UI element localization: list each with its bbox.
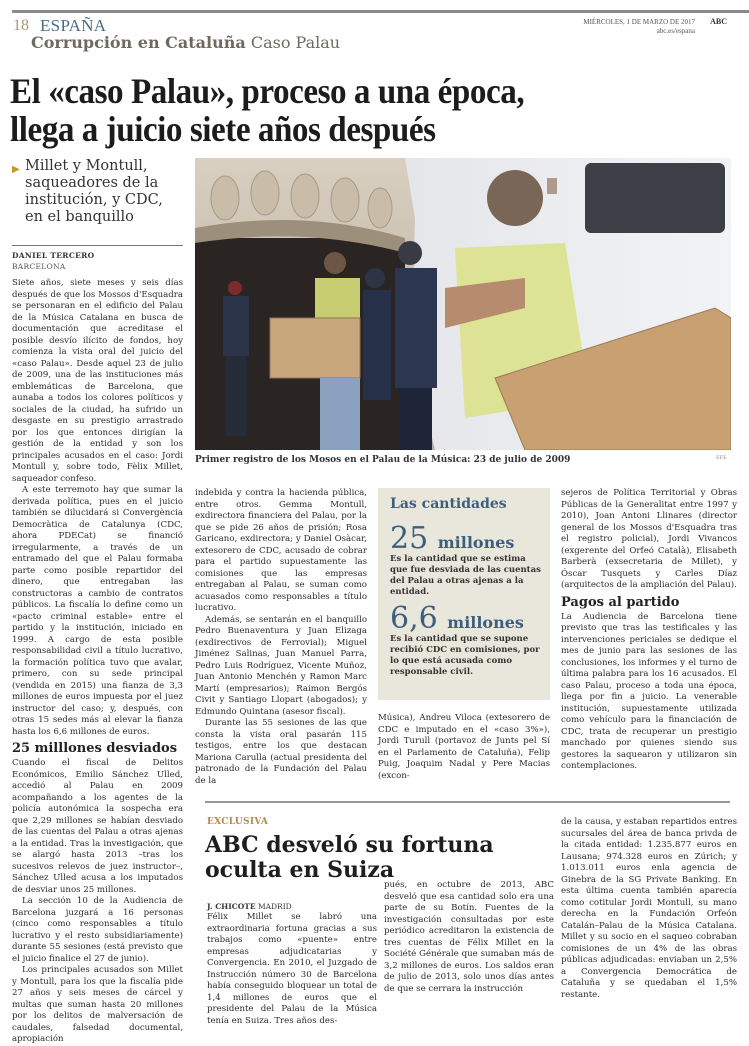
article-column-4 [561,488,737,773]
date-text: MIÉRCOLES, 1 DE MARZO DE 2017 [583,18,695,26]
article-column-3 [378,713,550,782]
news-photo[interactable] [195,158,731,450]
headline-line-2: llega a juicio siete años después [10,109,436,149]
url-text[interactable]: abc.es/espana [656,27,695,35]
sidebar-box [378,488,550,700]
section-name: ESPAÑA [40,16,107,35]
paragraph: indebida y contra la hacienda pública, entre otros. Gemma Montull, exdirectora financiera del Palau, por la que se pide 26 años de prisión; Rosa Garicano, exdirectora; y Daniel Osàcar, extesorero de CDC, acusado de cobrar para el partido supuestamente las comisiones que las empresas entregaban al Palau, se suman como acuasados como responsables a título lucrativo. [195,488,367,613]
subsection-rest: Caso Palau [245,33,341,52]
subhead: 25 milllones desviados [12,741,178,756]
figure-description: Es la cantidad que se estima que fue desviada de las cuentas del Palau a otras ajenas a la entidad. [390,554,541,597]
figure-description: Es la cantidad que se supone recibió CDC en comisiones, por lo que está acusada como responsable civil. [390,634,540,677]
paragraph: Siete años, siete meses y seis días después de que los Mossos d'Esquadra se personaran en el edificio del Palau de la Música Catalana en busca de documentación que acreditase el posible desvío ilícito de fondos, hoy comienza la vista oral del juicio del «caso Palau». Desde aquel 23 de julio de 2009, una de las instituciones más emblemáticas de Barcelona, que aunaba a todos los colores políticos y sociales de la ciudad, ha sufrido un desgaste en su prestigio arrastrado por los que entonces dirigían la gestión de la entidad y son los principales acusados en el caso: Jordi Montull y, sobre todo, Fèlix Millet, saqueador confeso. [12,278,183,484]
article-column-2 [195,488,367,787]
author: DANIEL TERCERO [12,251,95,260]
subhead: Pagos al partido [561,594,680,610]
headline-line-1: El «caso Palau», proceso a una época, [10,71,525,111]
kicker: EXCLUSIVA [207,817,269,827]
sidebar-figure [390,521,515,558]
page-number: 18 [13,17,29,34]
secondary-column-3 [561,817,737,1001]
divider [12,245,183,246]
photo-credit: EFE [716,455,727,461]
headline [10,72,746,148]
figure-unit: millones [447,613,524,632]
top-rule [12,10,749,13]
section-divider [205,801,730,803]
deck [12,158,182,226]
secondary-headline: ABC desveló su fortuna oculta en Suiza [205,832,494,883]
dateline [583,18,695,36]
secondary-column-1 [207,912,377,1027]
subsection-bold: Corrupción en Cataluña [31,33,246,52]
deck-text: Millet y Montull, saqueadores de la institución, y CDC, en el banquillo [25,158,163,225]
photo-image [195,158,731,450]
figure-unit: millones [437,533,515,552]
paragraph: Félix Millet se labró una extraordinaria fortuna gracias a sus trabajos como «puente» entre empresas adjudicatarias y Convergencia. En 2010, el Juzgado de Instrucción número 30 de Barcelona había conseguido bloquear un total de 1,4 millones de euros que el presidente del Palau de la Música tenía en Suiza. Tres años des- [207,912,377,1026]
paragraph: A este terremoto hay que sumar la derivada política, pues en el juicio también se dilucidará si Convergència Democràtica de Catalunya (CDC, ahora PDECat) se financió irregularmente, a través de un entramado del que el Palau formaba parte como posible repartidor del dinero, que entregaban las constructoras a cambio de contratos públicos. La fiscalía lo define como un «pacto criminal estable» entre el partido y la institución, iniciado en 1999. A cargo de esta posible responsabilidad civil a título lucrativo, la formación política tuvo que avalar, primero, con su sede principal (vendida en 2015) una fianza de 3,3 millones de euros impuesta por el juez instructor del caso; y, después, con otras 15 sedes más al elevar la fianza hasta los 6,6 millones de euros. [12,485,183,737]
paragraph: Los principales acusados son Millet y Montull, para los que la fiscalía pide 27 años y seis meses de cárcel y multas que suman hasta 20 millones por los delitos de malversación de caudales, falsedad documental, apropiación [12,965,183,1044]
secondary-byline [207,902,292,911]
secondary-author: J. CHICOTE [207,902,256,911]
paragraph: pués, en octubre de 2013, ABC desveló que esa cantidad solo era una parte de su Botín. Fuentes de la investigación consultadas por este periódico acreditaron la existencia de tres cuentas de Félix Millet en la Société Générale que sumaban más de 3,2 millones de euros. Los saldos eran de julio de 2013, solo unos días antes de que se cerrara la instrucción [384,880,554,994]
paragraph: Además, se sentarán en el banquillo Pedro Buenaventura y Juan Elizaga (exdirectivos de Ferrovial); Miguel Jiménez Salinas, Juan Manuel Parra, Pedro Luis Rodríguez, Vicente Muñoz, Juan Antonio Menchén y Ramon Marc Martí (empresarios); Raimon Bergós Civit y Santiago Llopart (abogados); y Edmundo Quintana (asesor fiscal). [195,614,367,717]
figure-number: 6,6 [390,601,438,636]
sidebar-figure [390,601,524,638]
paragraph: La sección 10 de la Audiencia de Barcelona juzgará a 16 personas (cinco como responsables a título lucrativo y el resto subsidiariamente) durante 55 sesiones (está previsto que el juicio finalice el 27 de junio). [12,896,183,964]
secondary-column-2 [384,880,554,995]
brand-logo: ABC [710,17,727,26]
paragraph: Cuando el fiscal de Delitos Económicos, Emilio Sánchez Ulled, accedió al Palau en 2009 acompañando a los agentes de la policía autonómica la sospecha era que 2,29 millones se habían desviado de las cuentas del Palau a otras ajenas a la entidad. Tras la investigación, que se alargó hasta 2013 –tras los sucesivos relevos de juez instructor–, Sánchez Ulled acusa a los imputados de desviar unos 25 millones. [12,758,183,895]
sidebar-title: Las cantidades [390,496,507,512]
triangle-bullet-icon: ▶ [12,164,20,175]
paragraph: sejeros de Política Territorial y Obras Públicas de la Generalitat entre 1997 y 2010), Joan Antoni Llinares (director general de los Mossos d'Esquadra tras el registro policial), Jordi Vivancos (exgerente del Orfeó Català), Elisabeth Barberà (exsecretaria de Millet), y Óscar Tusquets y Carles Díaz (arquitectos de la ampliación del Palau). [561,488,737,590]
photo-caption: Primer registro de los Mosos en el Palau de la Música: 23 de julio de 2009 [195,455,571,465]
paragraph: La Audiencia de Barcelona tiene previsto que tras las testificales y las intervenciones periciales se dedique el mes de junio para las sesiones de las conclusiones, los informes y el turno de última palabra para los 16 acusados. El caso Palau, proceso a toda una época, llega por fin a juicio. La venerable institución, supuestamente utilizada como vehículo para la financiación de CDC, trata de recuperar un prestigio manchado por quienes siendo sus gestores la saquearon y utilizaron sin contemplaciones. [561,611,737,771]
figure-number: 25 [390,521,429,556]
article-column-1 [12,278,183,1046]
secondary-place: MADRID [257,902,292,911]
paragraph: de la causa, y estaban repartidos entres sucursales del área de banca privda de la citada entidad: 1.235.877 euros en Lausana; 974.328 euros en Zúrich; y 1.013.011 euros enla agencia de Ginebra de la SG Private Banking. En esta última cuenta también aparecía como cotitular Jordi Montull, su mano derecha en la Fundación Orfeón Catalán–Palau de la Música Catalana. Millet y su socio en el saqueo cobraban comisiones de un 4% de las obras públicas adjudicadas: enviaban un 2,5% a Convergencia Democrática de Cataluña y se quedaban el 1,5% restante. [561,817,737,1000]
place: BARCELONA [12,262,66,271]
subsection-title [31,33,340,52]
paragraph: Música), Andreu Viloca (extesorero de CDC e imputado en el «caso 3%»), Jordi Turull (portavoz de Junts pel Sí en el Parlamento de Cataluña), Felip Puig, Joaquim Nadal y Pere Macias (excon- [378,713,550,781]
paragraph: Durante las 55 sesiones de las que consta la vista oral pasarán 115 testigos, entre los que destacan Mariona Carulla (actual presidenta del patronado de la Fundación del Palau de la [195,718,367,786]
